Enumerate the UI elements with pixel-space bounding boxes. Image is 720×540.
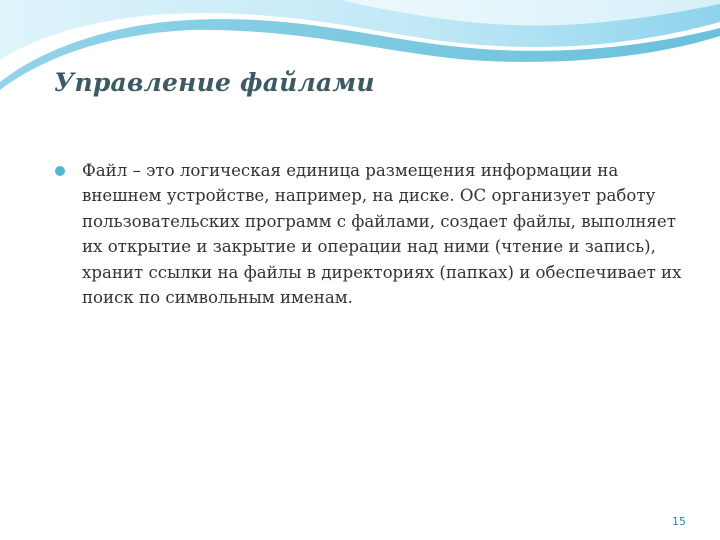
bullet-list <box>54 158 694 310</box>
filled-circle-icon <box>55 166 65 176</box>
page-number: 15 <box>672 515 686 528</box>
bullet-text: Файл – это логическая единица размещения информации на внешнем устройстве, например, на диске. ОС организует работу пользовательских программ с файлами, создает файлы, выполняет их открытие и закрытие и операции над ними (чтение и запись), хранит ссылки на файлы в директориях (папках) и обеспечивает их поиск по символьным именам. <box>82 161 682 308</box>
slide-title: Управление файлами <box>54 68 375 97</box>
bullet-item <box>54 158 694 310</box>
